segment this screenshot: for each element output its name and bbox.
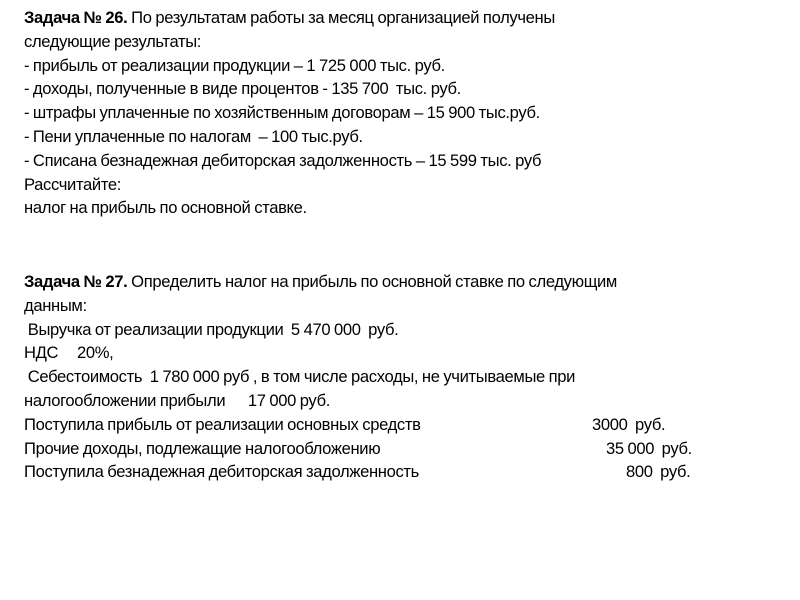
task-27-intro-text: Определить налог на прибыль по основной ставке по следующим bbox=[127, 272, 617, 291]
task-26-item: - штрафы уплаченные по хозяйственным договорам – 15 900 тыс.руб. bbox=[24, 103, 540, 123]
row-value: 35 000 руб. bbox=[606, 438, 692, 458]
task-27 bbox=[24, 270, 784, 484]
task-26-item: - Списана безнадежная дебиторская задолженность – 15 599 тыс. руб bbox=[24, 150, 542, 170]
task-26-calc: Рассчитайте: bbox=[24, 174, 122, 194]
task-27-heading: Задача № 27. bbox=[24, 272, 128, 291]
task-26-item: - Пени уплаченные по налогам – 100 тыс.руб. bbox=[24, 126, 363, 146]
task-27-intro bbox=[24, 270, 784, 294]
task-27-intro-cont: данным: bbox=[24, 295, 87, 315]
task-27-cost-cont: налогообложении прибыли 17 000 руб. bbox=[24, 390, 330, 410]
task-26-intro-text: По результатам работы за месяц организацией получены bbox=[127, 8, 555, 27]
row-value: 3000 руб. bbox=[592, 414, 666, 434]
task-26-item: - доходы, полученные в виде процентов - 135 700 тыс. руб. bbox=[24, 79, 461, 99]
task-27-row bbox=[24, 413, 784, 437]
task-26-intro bbox=[24, 6, 784, 30]
task-27-revenue: Выручка от реализации продукции 5 470 000 руб. bbox=[24, 319, 399, 339]
row-value: 800 руб. bbox=[626, 462, 691, 482]
task-27-cost: Себестоимость 1 780 000 руб , в том числе расходы, не учитываемые при bbox=[24, 367, 576, 387]
task-26-intro-cont: следующие результаты: bbox=[24, 31, 202, 51]
row-label: Поступила безнадежная дебиторская задолженность bbox=[24, 462, 419, 482]
task-26-item: - прибыль от реализации продукции – 1 725 000 тыс. руб. bbox=[24, 55, 445, 75]
task-27-vat: НДС 20%, bbox=[24, 343, 114, 363]
task-27-row bbox=[24, 460, 784, 484]
task-26-heading: Задача № 26. bbox=[24, 8, 128, 27]
task-26 bbox=[24, 6, 784, 220]
task-26-calc-cont: налог на прибыль по основной ставке. bbox=[24, 198, 307, 218]
row-label: Прочие доходы, подлежащие налогообложению bbox=[24, 438, 381, 458]
task-27-row bbox=[24, 437, 784, 461]
row-label: Поступила прибыль от реализации основных средств bbox=[24, 414, 421, 434]
